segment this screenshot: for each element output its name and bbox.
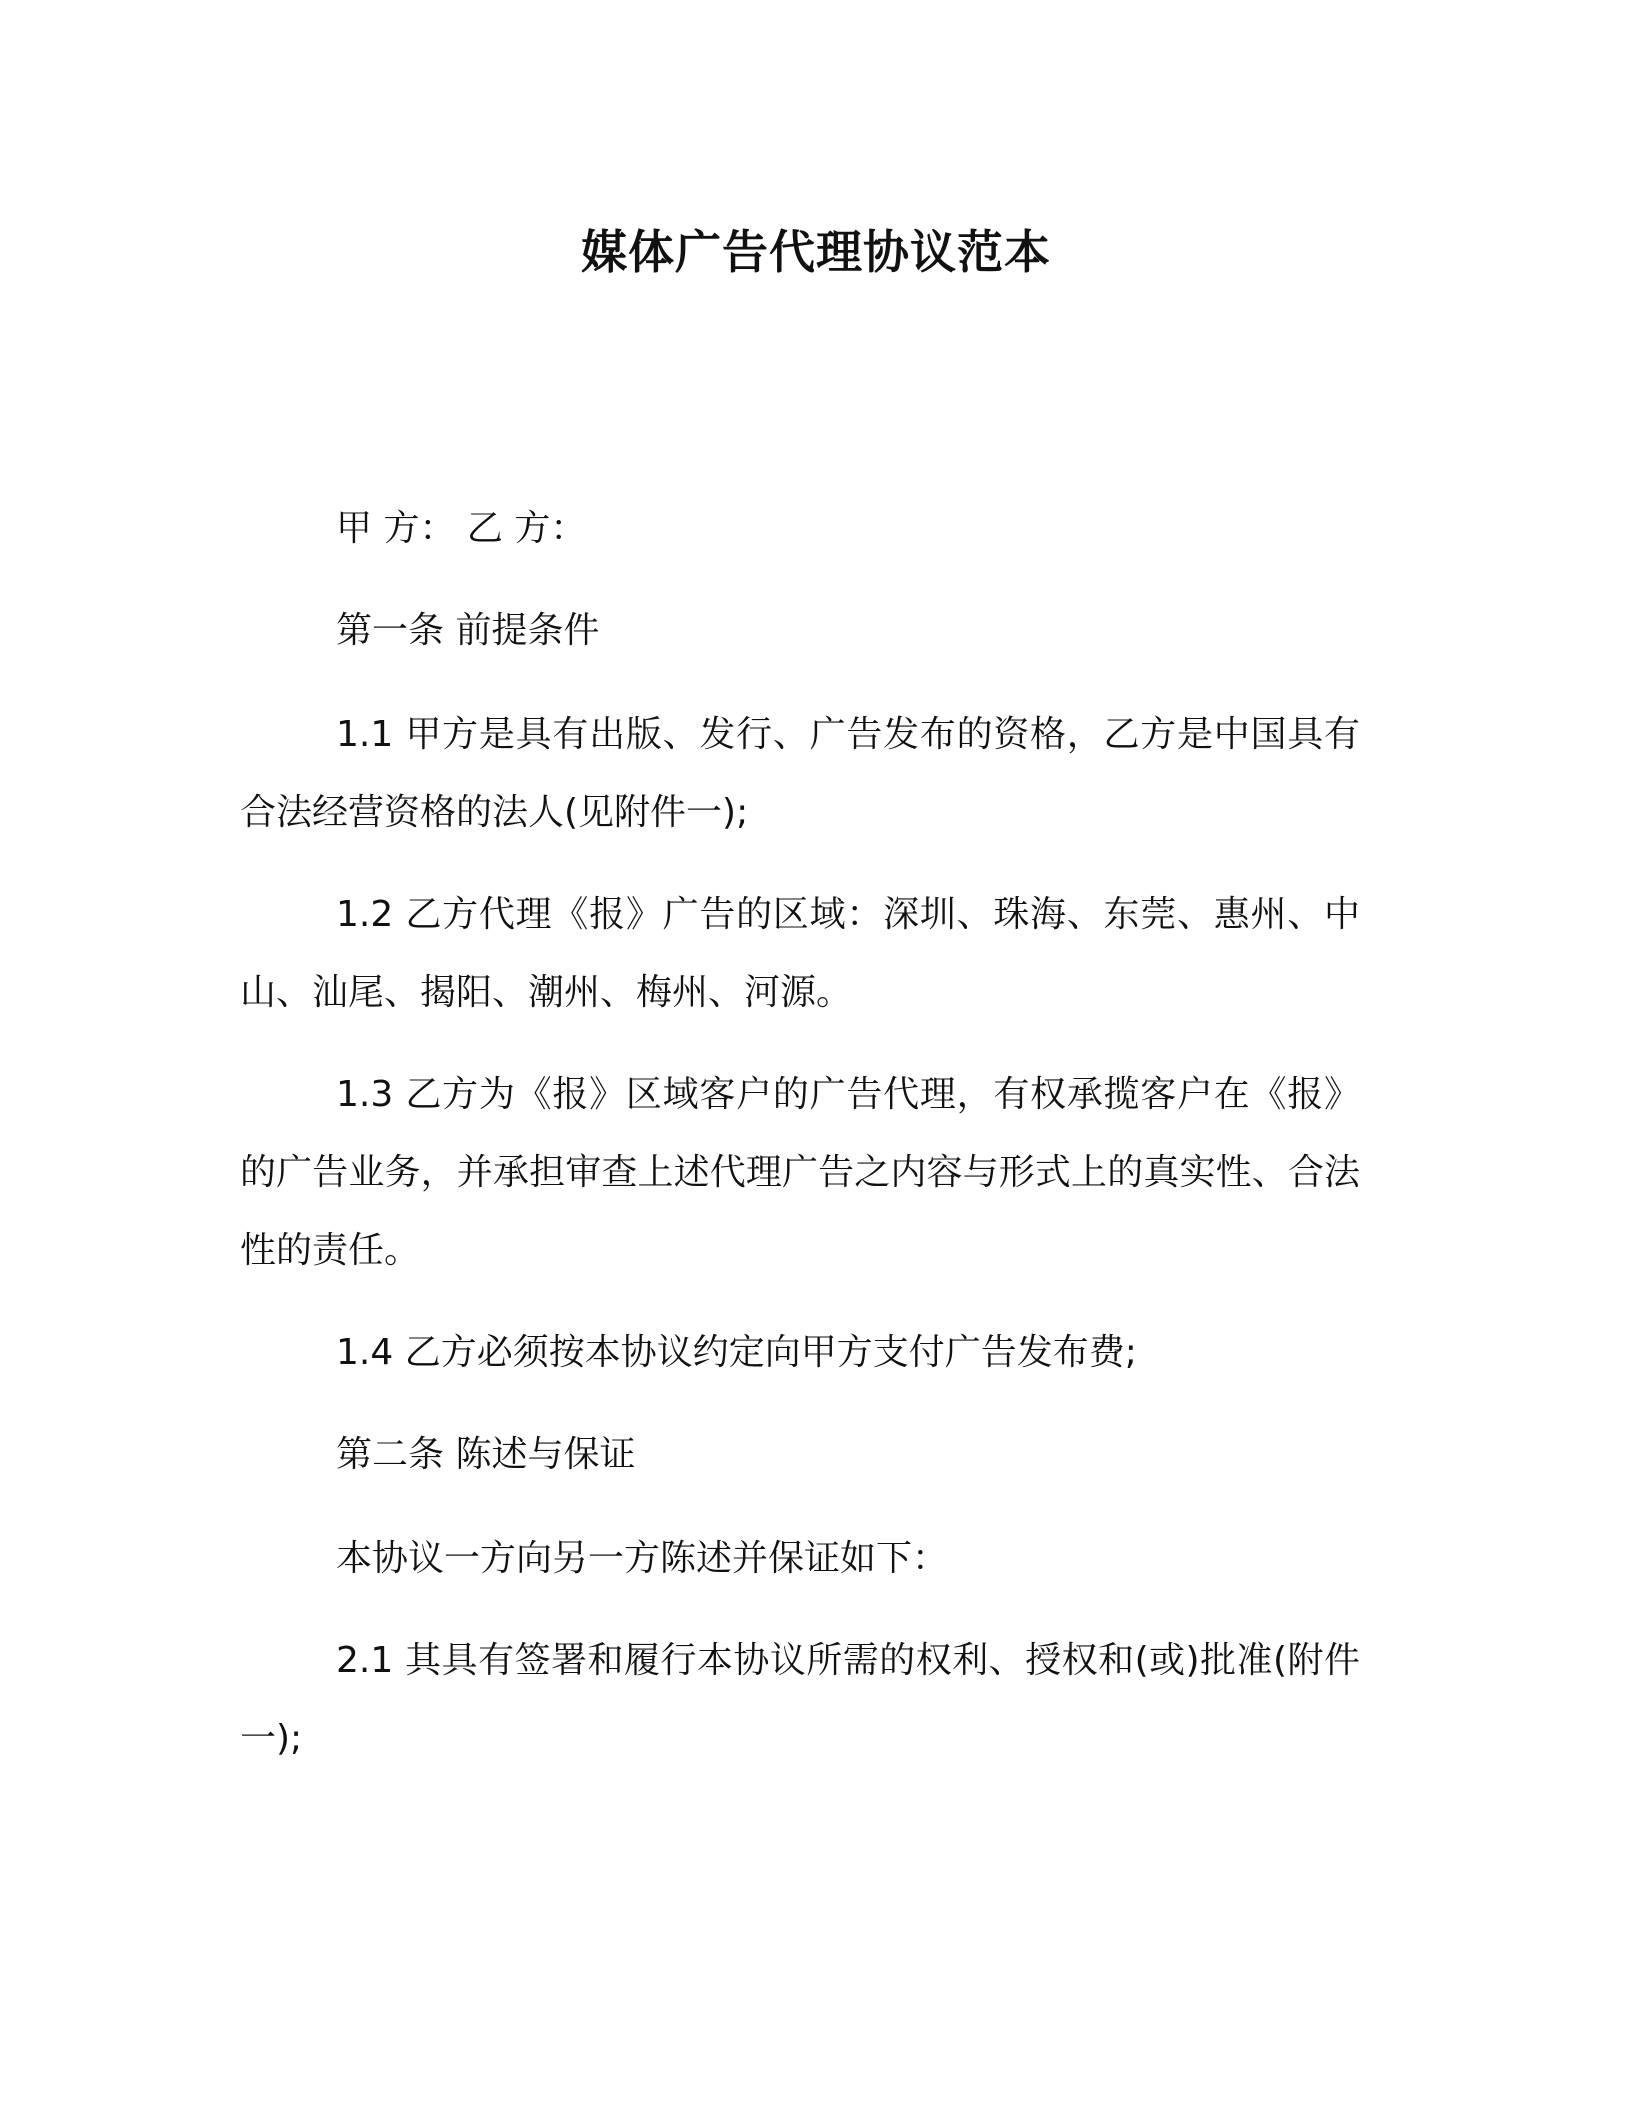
article-2-intro: 本协议一方向另一方陈述并保证如下： xyxy=(336,1538,949,1579)
parties-line: 甲 方： 乙 方： xyxy=(336,508,587,549)
clause-1-1: 1.1 甲方是具有出版、发行、广告发布的资格，乙方是中国具有合法经营资格的法人(见附件一); xyxy=(240,714,1360,833)
article-2-heading: 第二条 陈述与保证 xyxy=(336,1434,636,1475)
article-1-heading: 第一条 前提条件 xyxy=(336,610,600,651)
document-body xyxy=(240,490,1360,1802)
clause-1-4: 1.4 乙方必须按本协议约定向甲方支付广告发布费; xyxy=(336,1332,1137,1373)
document-title: 媒体广告代理协议范本 xyxy=(581,225,1051,279)
clause-1-2: 1.2 乙方代理《报》广告的区域：深圳、珠海、东莞、惠州、中山、汕尾、揭阳、潮州、梅州、河源。 xyxy=(240,894,1360,1013)
clause-1-3: 1.3 乙方为《报》区域客户的广告代理，有权承揽客户在《报》的广告业务，并承担审查上述代理广告之内容与形式上的真实性、合法性的责任。 xyxy=(240,1074,1360,1271)
clause-2-1: 2.1 其具有签署和履行本协议所需的权利、授权和(或)批准(附件一); xyxy=(240,1640,1360,1759)
